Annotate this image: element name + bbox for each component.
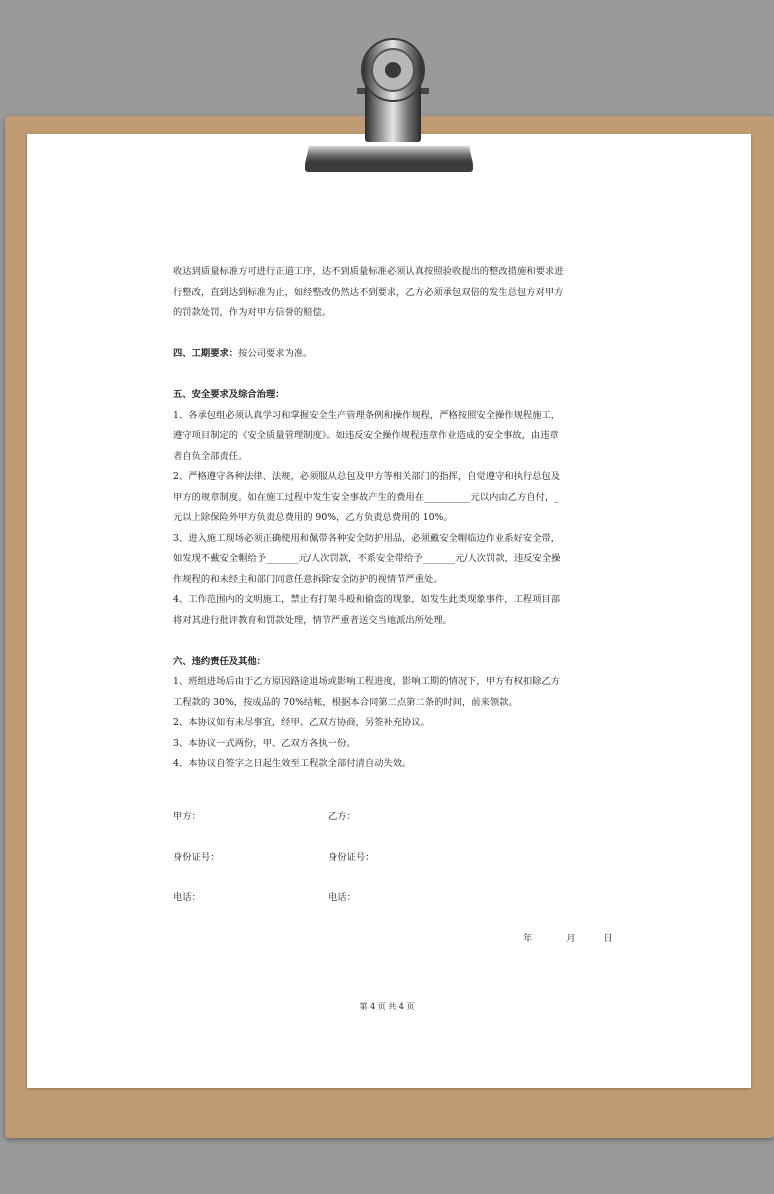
phone-a-label: 电话： (173, 892, 201, 903)
section-4-body: 按公司要求为准。 (238, 348, 313, 359)
date-year: 年 (523, 933, 533, 944)
paragraph-line: 的罚款处罚，作为对甲方信誉的赔偿。 (173, 307, 332, 318)
paragraph-line: 2、严格遵守各种法律、法规，必须服从总包及甲方等相关部门的指挥，自觉遵守和执行总包及 (173, 471, 561, 482)
paragraph-line: 3、进入施工现场必须正确使用和佩带各种安全防护用品，必须戴安全帽临边作业系好安全带， (173, 532, 561, 544)
date-month: 月 (566, 933, 576, 944)
paragraph-line: 工程款的 30%，按成品的 70%结帐，根据本合同第二点第二条的时间，前来领款。 (173, 696, 518, 708)
paragraph-line: 行整改，直到达到标准为止，如经整改仍然达不到要求，乙方必须承包双倍的发生总包方对甲方 (173, 286, 564, 298)
section-4-title: 四、工期要求： (173, 348, 239, 359)
paragraph-line: 甲方的规章制度。如在施工过程中发生安全事故产生的费用在__________元以内由乙方自付，_ (173, 491, 559, 503)
paragraph-line: 3、本协议一式两份，甲、乙双方各执一份。 (173, 737, 356, 749)
document-body (173, 262, 605, 775)
phone-b-label: 电话： (328, 892, 356, 903)
paragraph-line: 收达到质量标准方可进行正道工序，达不到质量标准必须认真按照验收提出的整改措施和要求进 (173, 266, 564, 277)
paragraph-line: 遵守项目制定的《安全质量管理制度》。如违反安全操作规程违章作业造成的安全事故，由违章 (173, 430, 559, 441)
id-b-label: 身份证号： (328, 852, 375, 863)
paragraph-line: 如发现不戴安全帽给予_______元/人次罚款，不系安全带给予_______元/人次罚款，违反安全操 (173, 553, 561, 564)
id-a-label: 身份证号： (173, 852, 220, 863)
party-b-label: 乙方： (328, 811, 356, 822)
paragraph-line: 者自负全部责任。 (173, 450, 248, 462)
paragraph-line: 1、班组进场后由于乙方原因路途退场或影响工程进度，影响工期的情况下，甲方有权扣除乙方 (173, 676, 561, 687)
paragraph-line: 作规程的和未经主和部门同意任意拆除安全防护的视情节严重处。 (173, 573, 443, 585)
paragraph-line: 4、本协议自签字之日起生效至工程款全部付清自动失效。 (173, 758, 412, 769)
binder-clip-icon (305, 28, 475, 178)
party-a-label: 甲方： (173, 811, 201, 822)
paragraph-line: 1、各承包组必须认真学习和掌握安全生产管理条例和操作规程，严格按照安全操作规程施工， (173, 409, 561, 421)
paragraph-line: 将对其进行批评教育和罚款处理，情节严重者送交当地派出所处理。 (173, 614, 452, 626)
signature-date (523, 930, 613, 944)
section-5-title: 五、安全要求及综合治理： (173, 389, 285, 400)
paragraph-line: 4、工作范围内的文明施工，禁止有打架斗殴和偷盗的现象，如发生此类现象事件，工程项目部 (173, 594, 561, 605)
page-number: 第 4 页 共 4 页 (359, 1002, 415, 1011)
date-day: 日 (603, 933, 613, 944)
section-6-title: 六、违约责任及其他： (173, 655, 266, 667)
paragraph-line: 元以上除保险外甲方负责总费用的 90%，乙方负责总费用的 10%。 (173, 512, 453, 523)
paragraph-line: 2、本协议如有未尽事宜，经甲、乙双方协商，另签补充协议。 (173, 717, 430, 728)
section-4 (173, 344, 605, 365)
